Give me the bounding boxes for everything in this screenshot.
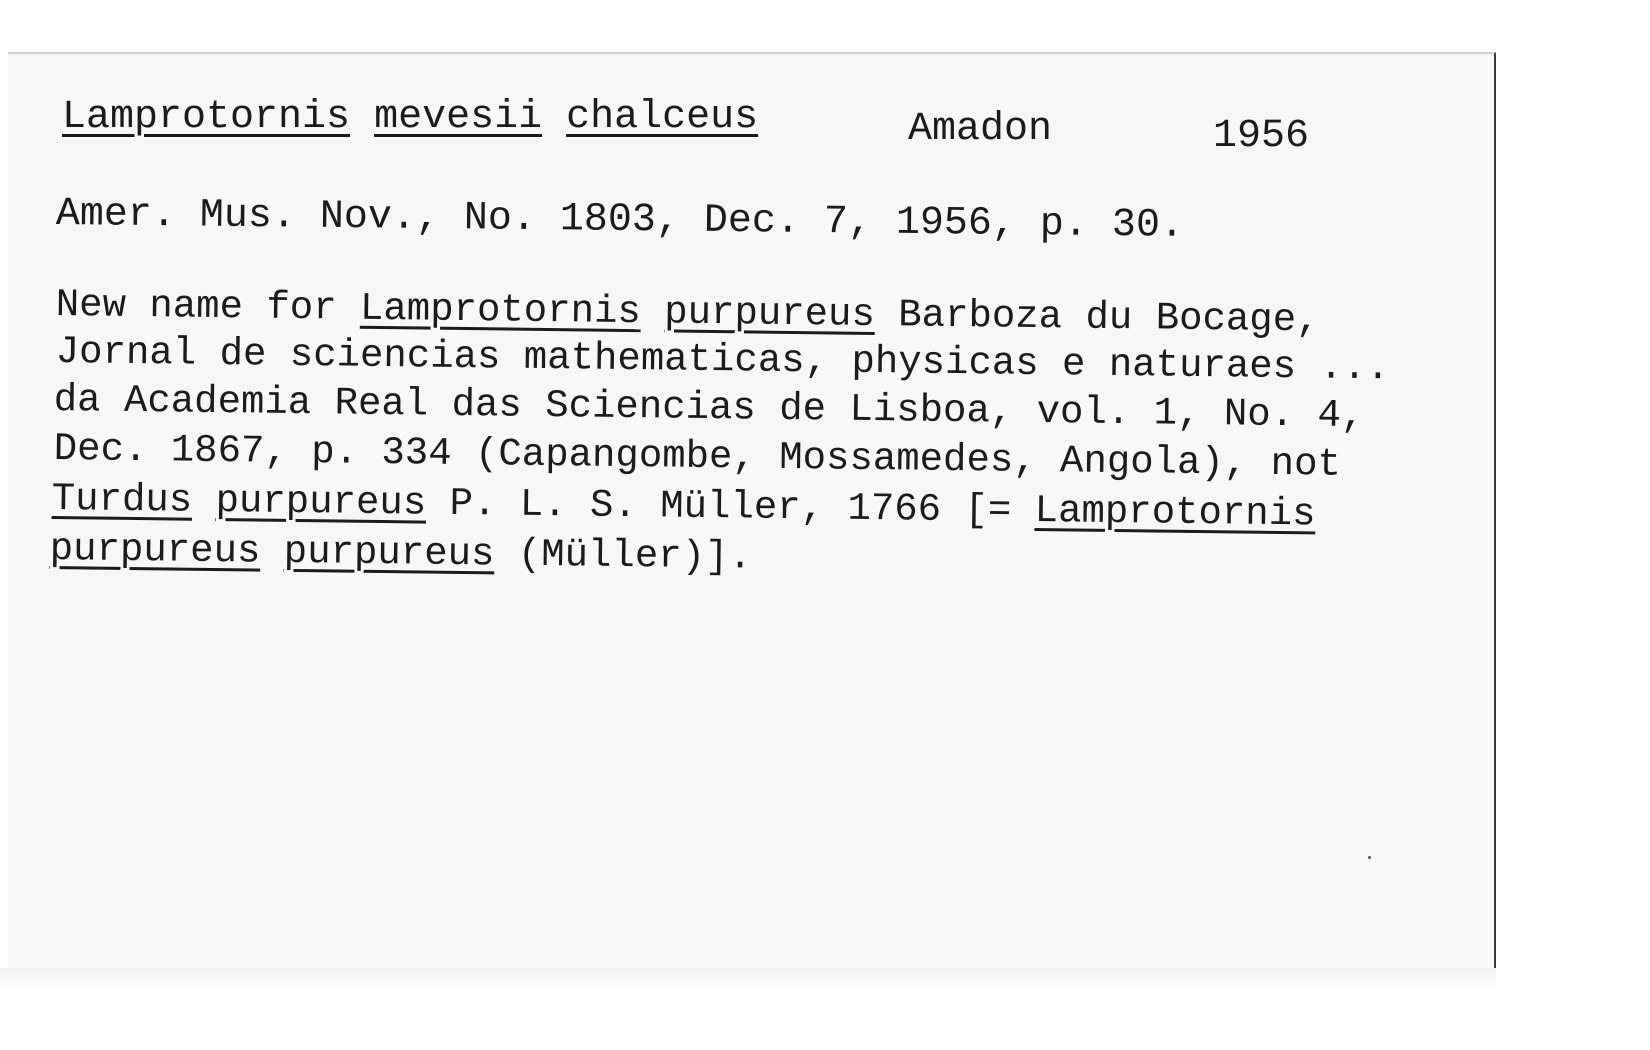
- note-genus: Lamprotornis: [359, 286, 642, 335]
- taxon-species: mevesii: [374, 95, 543, 140]
- note-genus: Turdus: [51, 477, 193, 523]
- note-text: (Müller)].: [494, 532, 753, 580]
- note-species: purpureus: [49, 527, 261, 574]
- taxon-subspecies: chalceus: [566, 95, 759, 140]
- taxon-genus: Lamprotornis: [62, 95, 351, 140]
- note-species: purpureus: [215, 479, 427, 526]
- taxon-author: Amadon: [908, 107, 1053, 152]
- note-text: Barboza du Bocage,: [874, 293, 1320, 343]
- taxon-year: 1956: [1213, 114, 1310, 159]
- note-text: P. L. S. Müller, 1766 [=: [425, 481, 1035, 534]
- note-line-2: Jornal de sciencias mathematicas, physicas e naturaes ...: [55, 330, 1390, 391]
- citation-line: Amer. Mus. Nov., No. 1803, Dec. 7, 1956, p. 30.: [55, 192, 1185, 249]
- note-line-3: da Academia Real das Sciencias de Lisboa, vol. 1, No. 4,: [53, 378, 1365, 439]
- note-line-6: [49, 527, 753, 580]
- scan-speck: [1368, 856, 1371, 859]
- note-line-4: Dec. 1867, p. 334 (Capangombe, Mossamedes, Angola), not: [53, 427, 1342, 487]
- card-edge-shadow: [0, 968, 1496, 990]
- note-text: New name for: [55, 283, 361, 331]
- note-species: purpureus: [663, 290, 876, 338]
- note-subspecies: purpureus: [283, 529, 495, 577]
- taxon-name: [62, 95, 759, 140]
- note-genus: Lamprotornis: [1034, 489, 1316, 537]
